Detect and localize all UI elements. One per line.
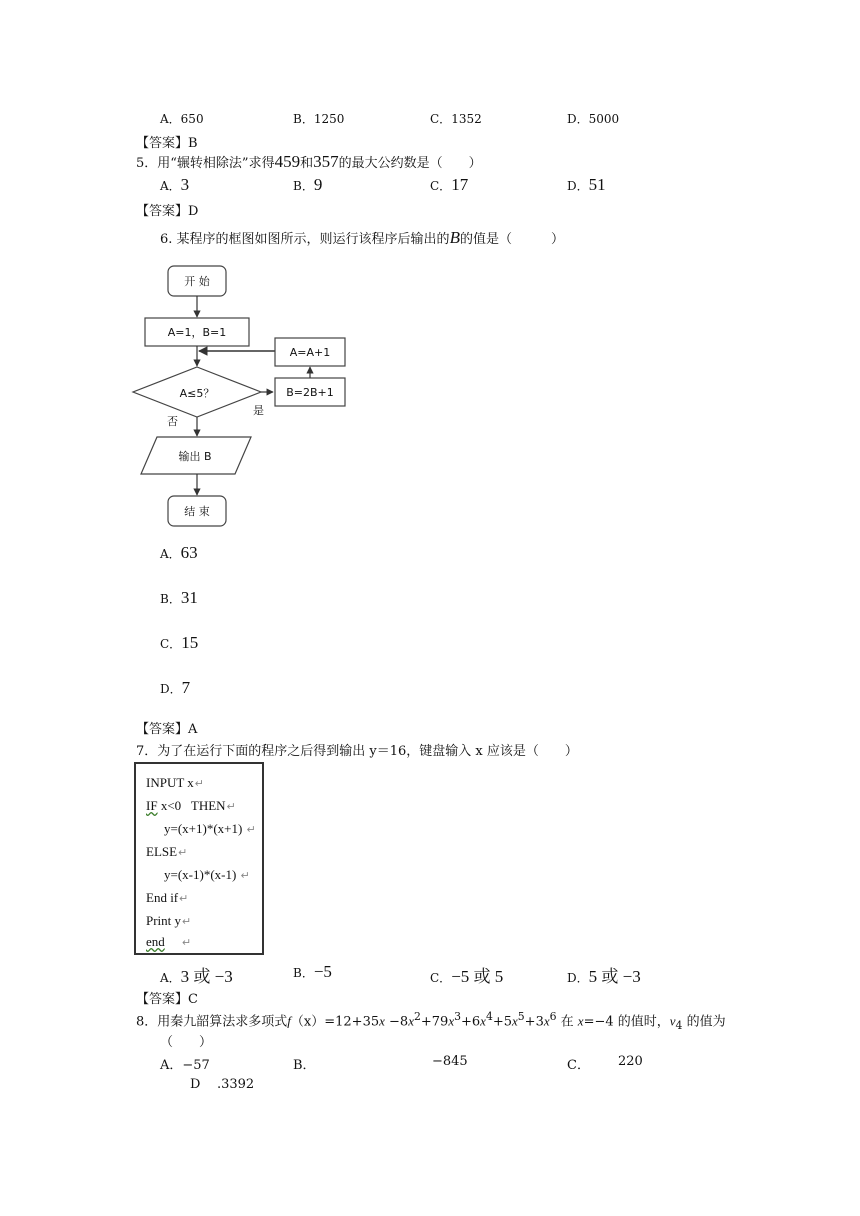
- flowchart-diagram: [125, 262, 355, 532]
- q6-option-a: A．63: [160, 543, 198, 562]
- q5-question: 5．用“辗转相除法”求得459和357的最大公约数是（ ）: [136, 152, 482, 171]
- q7-option-c: C．−5 或 5: [430, 967, 504, 986]
- q5-answer: 【答案】D: [136, 204, 199, 219]
- q6-option-c: C．15: [160, 633, 199, 652]
- q6-option-b: B．31: [160, 588, 198, 607]
- flowchart-init-label: A=1，B=1: [167, 326, 227, 339]
- code-line: IF x<0 THEN↵: [146, 798, 236, 813]
- q4-option-a: A．650: [160, 112, 204, 126]
- q7-answer: 【答案】C: [136, 992, 198, 1007]
- flowchart-step1-label: B=2B+1: [286, 386, 334, 399]
- q7-option-d: D．5 或 −3: [567, 967, 641, 986]
- q8-option-b-value: −845: [432, 1054, 468, 1069]
- flowchart-start-label: 开 始: [184, 275, 210, 288]
- q8-option-b-letter: B．: [293, 1058, 316, 1073]
- q5-option-d: D．51: [567, 175, 606, 194]
- code-line: ELSE↵: [146, 844, 188, 859]
- q6-answer: 【答案】A: [136, 722, 198, 737]
- flowchart-decision-label: A≤5？: [179, 387, 215, 400]
- q8-option-a: A．−57: [160, 1058, 210, 1073]
- q8-option-d: D .3392: [190, 1077, 255, 1092]
- q6-option-d: D．7: [160, 678, 191, 697]
- flowchart-no-label: 否: [167, 415, 178, 428]
- code-line: End if↵: [146, 890, 189, 905]
- q6-question: 6. 某程序的框图如图所示，则运行该程序后输出的B的值是（ ）: [160, 228, 564, 247]
- q4-option-b: B．1250: [293, 112, 345, 126]
- code-line: INPUT x↵: [146, 775, 205, 790]
- q7-option-a: A．3 或 −3: [160, 967, 233, 986]
- code-line: Print y↵: [146, 913, 192, 928]
- q8-option-c-value: 220: [618, 1054, 643, 1069]
- flowchart-step2-label: A=A+1: [289, 346, 331, 359]
- q8-option-c-letter: C．: [567, 1058, 590, 1073]
- code-line: y=(x+1)*(x+1) ↵: [164, 821, 256, 836]
- code-line: end ↵: [146, 934, 192, 949]
- flowchart-output-label: 输出 B: [178, 450, 212, 463]
- flowchart-end-label: 结 束: [184, 505, 210, 518]
- flowchart-yes-label: 是: [253, 404, 264, 417]
- q8-paren: （ ）: [160, 1035, 213, 1050]
- q5-option-c: C．17: [430, 175, 469, 194]
- q4-option-d: D．5000: [567, 112, 620, 126]
- q4-option-c: C．1352: [430, 112, 482, 126]
- q4-answer: 【答案】B: [136, 136, 198, 151]
- q5-option-b: B．9: [293, 175, 323, 194]
- q7-question: 7．为了在运行下面的程序之后得到输出 y＝16，键盘输入 x 应该是（ ）: [136, 744, 578, 759]
- q7-option-b: B．−5: [293, 962, 332, 981]
- q7-code-box: [134, 762, 264, 955]
- q5-option-a: A．3: [160, 175, 190, 194]
- code-line: y=(x-1)*(x-1) ↵: [164, 867, 250, 882]
- q8-question: 8．用秦九韶算法求多项式$f(x)=12+35x -8x^2+79x^3+6x^4+5x^5+3x^6$ 在 x=−4 的值时，$v_4$ 的值为: [136, 1010, 726, 1032]
